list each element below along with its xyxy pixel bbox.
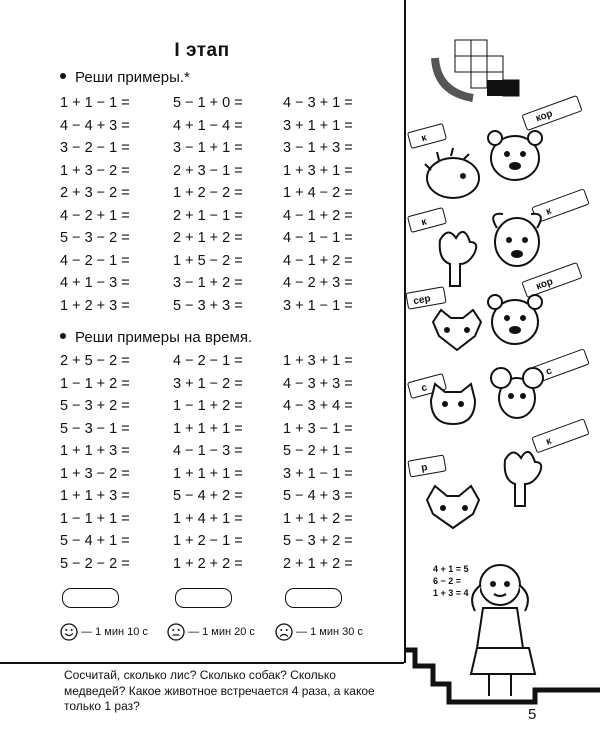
pencil-label: сер [412,293,432,308]
pencil-icon [408,124,447,149]
example-cell: 1 + 3 − 1 = [283,420,353,437]
bear-icon [488,131,542,180]
pencil-label: к [544,435,554,448]
example-cell: 4 − 3 + 4 = [283,398,353,414]
timer-sad-text: — 1 мин 30 с [296,625,363,638]
example-cell: 1 + 4 − 2 = [283,185,353,201]
example-cell: 3 − 2 − 1 = [60,140,130,156]
bullet-icon [60,73,66,79]
instruction-2 [60,329,252,346]
example-cell: 4 − 2 − 1 = [173,353,243,369]
example-cell: 4 − 3 + 3 = [283,375,353,392]
time-answer-box-3[interactable] [285,588,342,608]
example-cell: 1 + 1 + 1 = [173,420,243,437]
example-row [60,298,390,321]
example-cell: 4 − 1 − 3 = [173,443,243,459]
example-cell: 1 − 1 + 2 = [60,375,130,392]
example-cell: 3 + 1 + 1 = [283,117,353,134]
pencil-label: к [544,205,554,218]
bear-icon [488,295,542,344]
section-title: I этап [174,40,230,61]
pencil-label: к [420,132,428,145]
pencil-label: с [420,382,429,395]
example-cell: 1 + 2 − 1 = [173,533,243,549]
example-row [60,118,390,141]
pencil-icon [408,208,447,233]
timer-sad [275,623,363,641]
example-cell: 4 − 3 + 1 = [283,95,353,111]
example-cell: 2 + 1 − 1 = [173,207,243,224]
time-answer-box-2[interactable] [175,588,232,608]
neutral-face-icon [167,623,185,641]
pencil-icon [532,419,589,453]
instruction-1 [60,69,190,86]
example-cell: 1 + 1 + 3 = [60,488,130,504]
timer-neutral-text: — 1 мин 20 с [188,625,255,638]
example-cell: 3 − 1 + 2 = [173,275,243,291]
example-row [60,353,390,376]
examples-grid-2 [60,353,390,578]
example-cell: 1 + 3 − 2 = [60,162,130,179]
example-cell: 2 + 3 − 1 = [173,162,243,179]
example-cell: 1 + 2 + 2 = [173,555,243,572]
example-cell: 2 + 5 − 2 = [60,353,130,369]
girl-board [433,564,469,598]
example-cell: 4 − 2 − 1 = [60,252,130,269]
example-cell: 4 − 2 + 3 = [283,275,353,291]
example-cell: 1 + 3 + 1 = [283,162,353,179]
example-row [60,421,390,444]
example-cell: 1 + 1 + 1 = [173,465,243,482]
example-row [60,466,390,489]
example-row [60,511,390,534]
example-cell: 5 − 3 − 1 = [60,420,130,437]
example-row [60,556,390,579]
example-cell: 1 − 1 + 2 = [173,398,243,414]
example-row [60,230,390,253]
example-cell: 4 − 1 − 1 = [283,230,353,246]
rooster-icon [505,452,542,506]
sad-face-icon [275,623,293,641]
example-row [60,533,390,556]
examples-grid-1 [60,95,390,320]
instruction-1-text: Реши примеры.* [75,69,190,86]
example-row [60,95,390,118]
example-cell: 3 + 1 − 1 = [283,297,353,314]
example-cell: 5 − 3 + 2 = [283,533,353,549]
example-row [60,398,390,421]
page-number: 5 [528,706,537,723]
example-cell: 4 − 1 + 2 = [283,252,353,269]
dog-icon [493,214,541,266]
example-cell: 4 − 1 + 2 = [283,207,353,224]
timer-neutral [167,623,255,641]
happy-face-icon [60,623,78,641]
page-divider-horizontal [0,662,404,664]
fox-icon [433,310,481,350]
example-cell: 5 − 3 − 2 = [60,230,130,246]
example-cell: 5 − 3 + 2 = [60,398,130,414]
example-cell: 4 + 1 − 3 = [60,275,130,291]
example-row [60,208,390,231]
example-cell: 5 − 2 − 2 = [60,555,130,572]
board-line: 1 + 3 = 4 [433,588,469,598]
example-cell: 1 + 1 + 3 = [60,443,130,459]
example-row [60,275,390,298]
example-row [60,376,390,399]
example-cell: 1 + 1 + 2 = [283,510,353,527]
example-row [60,488,390,511]
bullet-icon [60,333,66,339]
time-answer-box-1[interactable] [62,588,119,608]
board-line: 4 + 1 = 5 [433,564,469,574]
girl-icon [471,565,535,696]
example-cell: 1 + 3 − 2 = [60,465,130,482]
example-cell: 4 − 2 + 1 = [60,207,130,224]
example-row [60,253,390,276]
margin-illustration [405,0,600,750]
timer-happy-text: — 1 мин 10 с [81,625,148,638]
mouse-icon [491,368,543,418]
example-row [60,443,390,466]
example-cell: 1 + 5 − 2 = [173,252,243,269]
example-cell: 1 + 4 + 1 = [173,510,243,527]
example-cell: 5 − 4 + 3 = [283,488,353,504]
example-cell: 5 − 4 + 2 = [173,488,243,504]
example-row [60,140,390,163]
example-cell: 2 + 1 + 2 = [173,230,243,246]
example-cell: 4 + 1 − 4 = [173,117,243,134]
hedgehog-icon [425,148,479,198]
example-cell: 1 + 1 − 1 = [60,95,130,111]
example-cell: 5 − 1 + 0 = [173,95,243,111]
pencil-label: к [420,216,428,229]
example-cell: 1 + 3 + 1 = [283,353,353,369]
example-cell: 2 + 3 − 2 = [60,185,130,201]
example-row [60,185,390,208]
example-cell: 3 − 1 + 1 = [173,140,243,156]
timer-happy [60,623,148,641]
example-cell: 1 + 2 − 2 = [173,185,243,201]
example-cell: 3 + 1 − 2 = [173,375,243,392]
example-cell: 5 − 2 + 1 = [283,443,353,459]
level-icon [435,40,519,98]
pencil-label: р [420,462,429,474]
cat-icon [431,384,475,424]
example-row [60,163,390,186]
instruction-2-text: Реши примеры на время. [75,329,253,346]
example-cell: 5 − 3 + 3 = [173,297,243,314]
example-cell: 1 − 1 + 1 = [60,510,130,527]
example-cell: 3 + 1 − 1 = [283,465,353,482]
pencil-label: кор [534,108,555,125]
example-cell: 2 + 1 + 2 = [283,555,353,572]
pencil-label: кор [534,276,555,293]
fox-icon [427,486,479,528]
example-cell: 4 − 4 + 3 = [60,117,130,134]
example-cell: 3 − 1 + 3 = [283,140,353,156]
rooster-icon [440,232,477,286]
example-cell: 5 − 4 + 1 = [60,533,130,549]
story-question: Сосчитай, сколько лис? Сколько собак? Сколько медведей? Какое животное встречается 4 раза, а какое только 1 раз? [64,668,375,713]
pencil-label: с [544,365,554,378]
example-cell: 1 + 2 + 3 = [60,297,130,314]
board-line: 6 − 2 = [433,576,462,586]
